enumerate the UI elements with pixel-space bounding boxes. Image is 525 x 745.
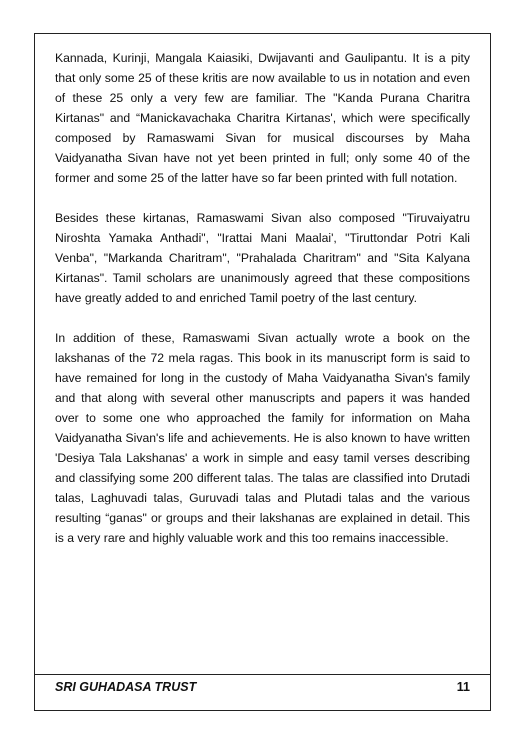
- footer-title: SRI GUHADASA TRUST: [55, 680, 197, 694]
- page-border: [34, 33, 491, 711]
- page-number: 11: [456, 680, 470, 694]
- body-text: [55, 48, 470, 568]
- paragraph-2: Besides these kirtanas, Ramaswami Sivan also composed "Tiruvaiyatru Niroshta Yamaka Anthadi", "Irattai Mani Maalai', "Tiruttondar Potri Kali Venba", "Markanda Charitram", "Prahalada Charitram" and "Sita Kalyana Kirtanas". Tamil scholars are unanimously agreed that these compositions have greatly added to and enriched Tamil poetry of the last century.: [55, 211, 470, 305]
- paragraph-1: Kannada, Kurinji, Mangala Kaiasiki, Dwijavanti and Gaulipantu. It is a pity that only some 25 of these kritis are now available to us in notation and even of these 25 only a very few are familiar. The "Kanda Purana Charitra Kirtanas" and “Manickavachaka Charitra Kirtanas', which were specifically composed by Ramaswami Sivan for musical discourses by Maha Vaidyanatha Sivan have not yet been printed in full; only some 40 of the former and some 25 of the latter have so far been printed with full notation.: [55, 51, 470, 185]
- page-footer: [55, 680, 470, 694]
- footer-divider: [35, 674, 490, 675]
- paragraph-3: In addition of these, Ramaswami Sivan actually wrote a book on the lakshanas of the 72 mela ragas. This book in its manuscript form is said to have remained for long in the custody of Maha Vaidyanatha Sivan's family and that along with several other manuscripts and papers it was handed over to some one who approached the family for information on Maha Vaidyanatha Sivan's life and achievements. He is also known to have written 'Desiya Tala Lakshanas' a work in simple and easy tamil verses describing and classifying some 200 different talas. The talas are classified into Drutadi talas, Laghuvadi talas, Guruvadi talas and Plutadi talas and the various resulting “ganas" or groups and their lakshanas are explained in detail. This is a very rare and highly valuable work and this too remains inaccessible.: [55, 331, 470, 545]
